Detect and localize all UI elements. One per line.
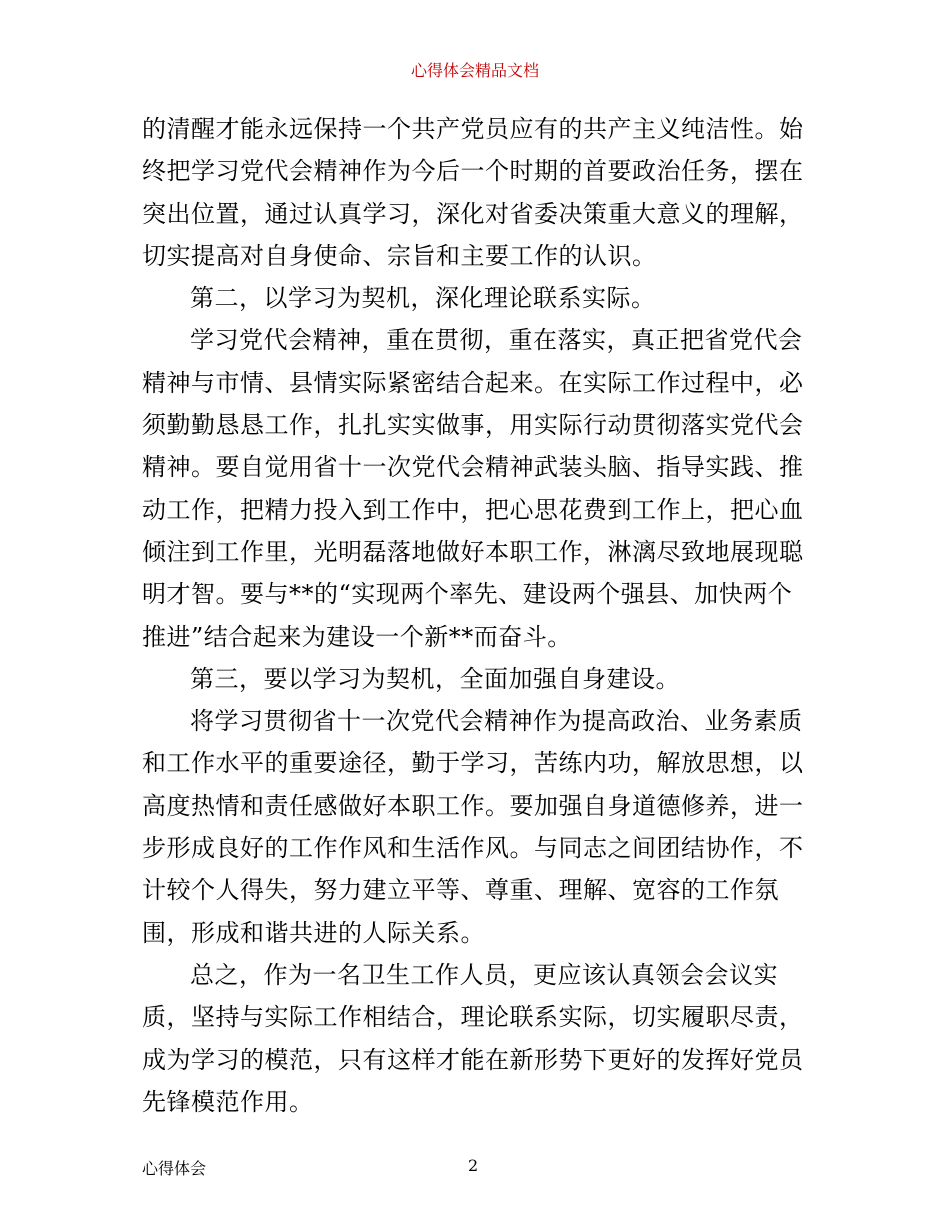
paragraph-2: 第二，以学习为契机，深化理论联系实际。 — [190, 284, 656, 313]
page-number: 2 — [468, 1156, 479, 1175]
paragraph-3: 学习党代会精神，重在贯彻，重在落实，真正把省党代会精神与市情、县情实际紧密结合起来。在实际工作过程中，必须勤勤恳恳工作，扎扎实实做事，用实际行动贯彻落实党代会精神。要自觉用省十一次党代会精神武装头脑、指导实践、推动工作，把精力投入到工作中，把心思花费到工作上，把心血倾注到工作里，光明磊落地做好本职工作，淋漓尽致地展现聪明才智。要与**的“实现两个率先、建设两个强县、加快两个推进”结合起来为建设一个新**而奋斗。 — [142, 326, 804, 651]
document-header: 心得体会精品文档 — [410, 61, 539, 80]
paragraph-5: 将学习贯彻省十一次党代会精神作为提高政治、业务素质和工作水平的重要途径，勤于学习，苦练内功，解放思想，以高度热情和责任感做好本职工作。要加强自身道德修养，进一步形成良好的工作作风和生活作风。与同志之间团结协作，不计较个人得失，努力建立平等、尊重、理解、宽容的工作氛围，形成和谐共进的人际关系。 — [142, 707, 804, 947]
paragraph-6: 总之，作为一名卫生工作人员，更应该认真领会会议实质，坚持与实际工作相结合，理论联系实际，切实履职尽责，成为学习的模范，只有这样才能在新形势下更好的发挥好党员先锋模范作用。 — [142, 960, 804, 1116]
footer-label: 心得体会 — [142, 1159, 207, 1178]
paragraph-1: 的清醒才能永远保持一个共产党员应有的共产主义纯洁性。始终把学习党代会精神作为今后一个时期的首要政治任务，摆在突出位置，通过认真学习，深化对省委决策重大意义的理解，切实提高对自身使命、宗旨和主要工作的认识。 — [142, 115, 804, 270]
document-body — [142, 108, 812, 1123]
paragraph-4: 第三，要以学习为契机，全面加强自身建设。 — [190, 664, 680, 693]
